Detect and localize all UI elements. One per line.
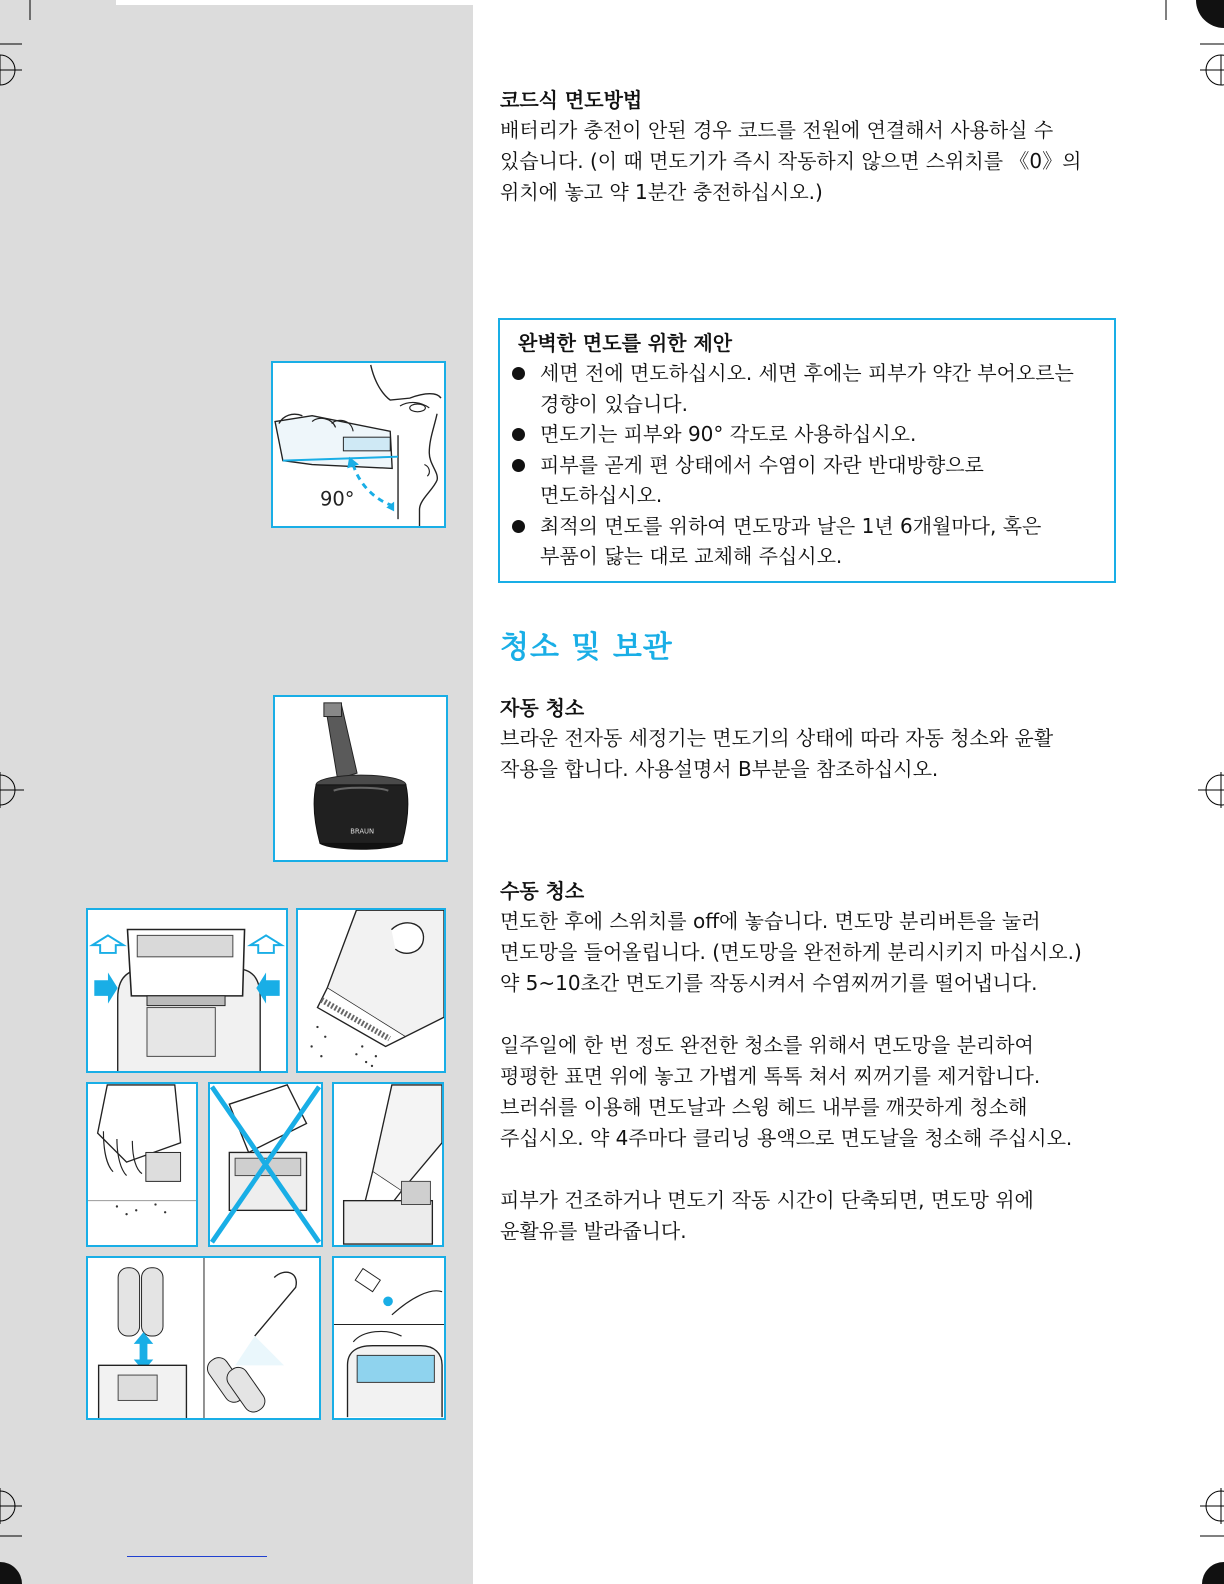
crop-mark-bottom-left <box>0 1478 60 1584</box>
tap-foil-figure <box>86 1082 198 1247</box>
manual-cleaning-line: 주십시오. 약 4주마다 클리닝 용액으로 면도날을 청소해 주십시오. <box>500 1126 1073 1150</box>
auto-cleaning-line: 작용을 합니다. 사용설명서 B부분을 참조하십시오. <box>500 757 939 781</box>
cleaning-section-title: 청소 및 보관 <box>500 630 673 665</box>
brand-label: BRAUN <box>350 827 375 836</box>
tip-line: 면도하십시오. <box>540 483 663 507</box>
corded-shaving-title: 코드식 면도방법 <box>500 88 643 112</box>
manual-cleaning-line: 면도한 후에 스위치를 off에 놓습니다. 면도망 분리버튼을 눌러 <box>500 909 1041 933</box>
auto-cleaning-line: 브라운 전자동 세정기는 면도기의 상태에 따라 자동 청소와 윤활 <box>500 726 1054 750</box>
crop-mark-mid-right <box>1194 770 1224 810</box>
shaving-tips-list <box>518 358 1104 572</box>
list-item <box>518 358 1104 419</box>
auto-cleaning-title: 자동 청소 <box>500 696 585 720</box>
corded-shaving-section <box>500 85 1120 208</box>
manual-cleaning-title: 수동 청소 <box>500 879 585 903</box>
brush-cutter-figure <box>332 1082 444 1247</box>
bullet-icon <box>512 459 525 472</box>
tip-line: 경향이 있습니다. <box>540 391 688 416</box>
tip-line: 부품이 닳는 대로 교체해 주십시오. <box>540 544 843 568</box>
bottom-link-line <box>127 1556 267 1557</box>
manual-cleaning-line: 면도망을 들어올립니다. (면도망을 완전하게 분리시키지 마십시오.) <box>500 940 1082 964</box>
crop-mark-mid-left <box>0 770 30 810</box>
manual-cleaning-line: 약 5~10초간 면도기를 작동시켜서 수염찌꺼기를 떨어냅니다. <box>500 971 1038 995</box>
list-item <box>518 419 1104 450</box>
tip-line: 피부를 곧게 편 상태에서 수염이 자란 반대방향으로 <box>540 452 984 477</box>
angle-label: 90° <box>319 487 355 511</box>
manual-cleaning-section <box>500 876 1120 1247</box>
wrong-brush-figure <box>208 1082 323 1247</box>
manual-cleaning-line: 평평한 표면 위에 놓고 가볍게 톡톡 쳐서 찌꺼기를 제거합니다. <box>500 1064 1041 1088</box>
crop-mark-bottom-right <box>1164 1478 1224 1584</box>
tip-line: 세면 전에 면도하십시오. 세면 후에는 피부가 약간 부어오르는 <box>540 361 1074 385</box>
shaving-angle-figure <box>271 361 446 528</box>
tap-shaver-figure <box>296 908 446 1073</box>
tip-line: 최적의 면도를 위하여 면도망과 날은 1년 6개월마다, 혹은 <box>540 513 1042 538</box>
oil-foil-figure <box>332 1256 446 1420</box>
bullet-icon <box>512 367 525 380</box>
bullet-icon <box>512 520 525 533</box>
cleaning-station-figure <box>273 695 448 862</box>
crop-mark-top-right <box>1164 0 1224 110</box>
tip-line: 면도기는 피부와 90° 각도로 사용하십시오. <box>540 422 917 446</box>
manual-cleaning-line: 피부가 건조하거나 면도기 작동 시간이 단축되면, 면도망 위에 <box>500 1188 1034 1212</box>
foil-release-figure <box>86 908 288 1073</box>
corded-shaving-line: 배터리가 충전이 안된 경우 코드를 전원에 연결해서 사용하실 수 <box>500 118 1054 142</box>
auto-cleaning-section <box>500 693 1120 785</box>
crop-mark-top-left <box>0 0 60 110</box>
shaving-tips-title: 완벽한 면도를 위한 제안 <box>518 331 733 355</box>
cutter-removal-figure <box>86 1256 321 1420</box>
manual-cleaning-line: 윤활유를 발라줍니다. <box>500 1219 687 1243</box>
bullet-icon <box>512 428 525 441</box>
manual-cleaning-line: 브러쉬를 이용해 면도날과 스윙 헤드 내부를 깨끗하게 청소해 <box>500 1095 1028 1119</box>
sidebar-top-strip <box>116 0 473 5</box>
corded-shaving-line: 위치에 놓고 약 1분간 충전하십시오.) <box>500 180 823 204</box>
list-item <box>518 450 1104 511</box>
corded-shaving-line: 있습니다. (이 때 면도기가 즉시 작동하지 않으면 스위치를 《0》의 <box>500 149 1082 173</box>
list-item <box>518 511 1104 572</box>
manual-cleaning-line: 일주일에 한 번 정도 완전한 청소를 위해서 면도망을 분리하여 <box>500 1033 1034 1057</box>
shaving-tips-box <box>498 318 1116 583</box>
